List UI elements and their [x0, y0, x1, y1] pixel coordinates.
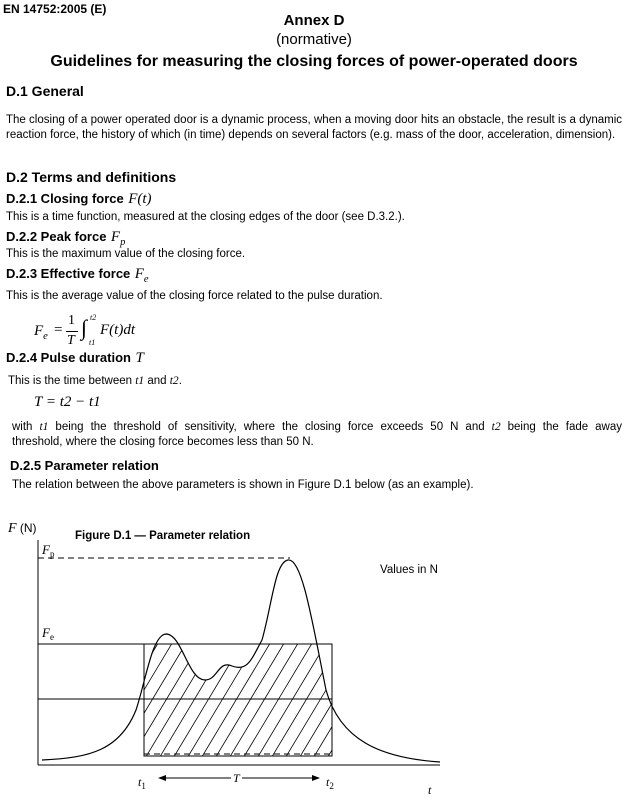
hatch-line — [250, 620, 340, 770]
hatch-line — [152, 620, 242, 770]
hatch-line — [292, 620, 382, 770]
section-d2-heading: D.2 Terms and definitions — [6, 169, 177, 185]
d22-text: This is the maximum value of the closing force. — [6, 248, 246, 260]
hatch-line — [418, 620, 508, 770]
hatch-line — [208, 620, 298, 770]
hatch-line — [376, 620, 466, 770]
hatch-line — [180, 620, 270, 770]
hatch-line — [432, 620, 522, 770]
y-axis-label: F (N) — [8, 521, 37, 536]
hatched-area — [40, 620, 536, 770]
formula-effective-force: $F_e$ = 1 T ∫ t2 t1 F(t)dt — [34, 313, 135, 348]
hatch-line — [390, 620, 480, 770]
d23-symbol: $F_e$ — [134, 266, 149, 285]
d24-with-line1: with t1 being the threshold of sensitivity, where the closing force exceeds 50 N and t2 being the fade away — [12, 421, 622, 433]
effective-force-box — [144, 644, 332, 756]
formula-pulse-duration: T = t2 − t1 — [34, 394, 101, 410]
hatch-line — [54, 620, 144, 770]
label-fp: $F_p$ — [42, 542, 55, 559]
hatch-line — [348, 620, 438, 770]
closing-force-curve — [42, 560, 440, 762]
hatch-line — [124, 620, 214, 770]
section-d25-heading: D.2.5 Parameter relation — [10, 458, 159, 473]
d24-symbol: T — [135, 350, 144, 366]
hatch-line — [222, 620, 312, 770]
d24-with-line2: threshold, where the closing force becomes less than 50 N. — [12, 436, 314, 448]
label-fe: $F_e$ — [42, 625, 54, 642]
section-d22-heading — [6, 228, 125, 248]
label-t2: $t_2$ — [326, 775, 334, 791]
hatch-line — [110, 620, 200, 770]
d21-symbol: F(t) — [128, 191, 152, 207]
d22-symbol: $F_p$ — [110, 229, 126, 248]
hatch-line — [306, 620, 396, 770]
hatch-line — [138, 620, 228, 770]
hatch-line — [446, 620, 536, 770]
section-d1-paragraph: The closing of a power operated door is a dynamic process, when a moving door hits an obstacle, the result is a dynamic reaction force, the history of which (in time) depends on several factors (e.g. mass of the door, acceleration, dimension). — [6, 114, 622, 141]
document-title: Guidelines for measuring the closing forces of power-operated doors — [50, 53, 578, 70]
arrow-right-head — [312, 775, 320, 781]
d25-text: The relation between the above parameters is shown in Figure D.1 below (as an example). — [12, 479, 474, 491]
d21-text: This is a time function, measured at the closing edges of the door (see D.3.2.). — [6, 211, 405, 223]
hatch-line — [40, 620, 130, 770]
annex-title: Annex D — [283, 12, 345, 29]
label-t1: $t_1$ — [138, 775, 146, 791]
units-note: Values in N — [380, 564, 438, 576]
standard-number: EN 14752:2005 (E) — [3, 2, 107, 16]
section-d1-heading: D.1 General — [6, 83, 84, 99]
x-axis-label: t — [428, 783, 432, 797]
section-d23-heading — [6, 265, 149, 285]
section-d21-heading — [6, 190, 152, 208]
arrow-left-head — [158, 775, 166, 781]
d24-text: This is the time between t1 and t2. — [8, 375, 182, 387]
hatch-line — [334, 620, 424, 770]
annex-status: (normative) — [276, 31, 352, 48]
figure-caption: Figure D.1 — Parameter relation — [75, 530, 251, 542]
d23-text: This is the average value of the closing force related to the pulse duration. — [6, 290, 383, 302]
hatch-line — [194, 620, 284, 770]
hatch-line — [362, 620, 452, 770]
hatch-line — [236, 620, 326, 770]
hatch-line — [404, 620, 494, 770]
hatch-line — [166, 620, 256, 770]
figure-d1 — [0, 510, 628, 798]
section-d24-heading — [6, 349, 144, 367]
d23-heading-text: D.2.3 Effective force — [6, 266, 131, 281]
hatch-line — [82, 620, 172, 770]
hatch-line — [278, 620, 368, 770]
hatch-line — [264, 620, 354, 770]
d21-heading-text: D.2.1 Closing force — [6, 191, 124, 206]
d22-heading-text: D.2.2 Peak force — [6, 229, 107, 244]
label-T: T — [233, 771, 240, 785]
d24-heading-text: D.2.4 Pulse duration — [6, 350, 131, 365]
hatch-line — [320, 620, 410, 770]
